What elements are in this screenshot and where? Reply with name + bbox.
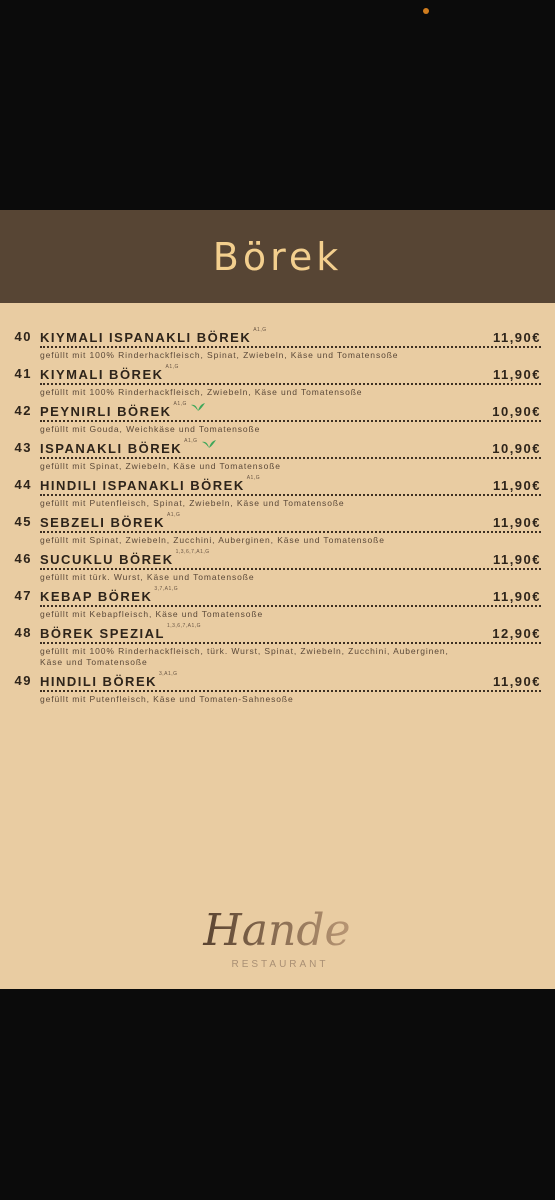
item-price: 11,90€: [492, 330, 541, 345]
item-description: gefüllt mit Putenfleisch, Spinat, Zwiebeln, Käse und Tomatensoße: [40, 498, 345, 508]
item-price: 11,90€: [492, 674, 541, 689]
item-description: gefüllt mit Gouda, Weichkäse und Tomatensoße: [40, 424, 261, 434]
menu-item-row: [14, 586, 541, 607]
menu-item-row: [14, 327, 541, 348]
item-number: 48: [14, 625, 32, 640]
section-title: Börek: [212, 234, 343, 279]
menu-item: [0, 328, 555, 361]
menu-item-row: [14, 623, 541, 644]
menu-item: [0, 476, 555, 509]
item-name: KEBAP BÖREK: [40, 589, 153, 604]
menu-item: [0, 624, 555, 668]
menu-item-row: [14, 364, 541, 385]
item-allergens: A1,G: [166, 512, 181, 518]
item-allergens: A1,G: [253, 327, 267, 333]
item-allergens: 3,7,A1,G: [154, 586, 179, 592]
menu-item: [0, 587, 555, 620]
menu-item-list: [0, 328, 555, 709]
item-price: 11,90€: [492, 552, 541, 567]
item-allergens: A1,G: [173, 401, 187, 407]
item-allergens: A1,G: [246, 475, 261, 481]
item-number: 42: [14, 403, 32, 418]
menu-item: [0, 365, 555, 398]
item-name: KIYMALI ISPANAKLI BÖREK: [40, 330, 252, 345]
item-allergens: A1,G: [165, 364, 179, 370]
item-number: 44: [14, 477, 32, 492]
item-number: 43: [14, 440, 32, 455]
item-description: gefüllt mit 100% Rinderhackfleisch, Zwiebeln, Käse und Tomatensoße: [40, 387, 363, 397]
item-allergens: A1,G: [184, 438, 198, 444]
item-name: PEYNIRLI BÖREK: [40, 404, 172, 419]
item-description: gefüllt mit 100% Rinderhackfleisch, Spinat, Zwiebeln, Käse und Tomatensoße: [40, 350, 399, 360]
item-price: 11,90€: [492, 589, 541, 604]
item-number: 49: [14, 673, 32, 688]
vegetarian-leaf-icon: [202, 439, 216, 449]
menu-item-row: [14, 438, 541, 459]
item-number: 45: [14, 514, 32, 529]
menu-item-row: [14, 475, 541, 496]
item-description: gefüllt mit Spinat, Zwiebeln, Käse und Tomatensoße: [40, 461, 281, 471]
menu-item-row: [14, 512, 541, 533]
item-allergens: 1,3,6,7,A1,G: [166, 623, 202, 629]
menu-item: [0, 513, 555, 546]
item-description: gefüllt mit türk. Wurst, Käse und Tomatensoße: [40, 572, 255, 582]
menu-item-row: [14, 549, 541, 570]
item-description: gefüllt mit 100% Rinderhackfleisch, türk. Wurst, Spinat, Zwiebeln, Zucchini, Auberginen, Käse und Tomatensoße: [40, 646, 449, 667]
item-name: BÖREK SPEZIAL: [40, 626, 165, 641]
item-allergens: 3,A1,G: [159, 671, 178, 677]
vegetarian-leaf-icon: [191, 402, 205, 412]
menu-item: [0, 439, 555, 472]
menu-item: [0, 550, 555, 583]
camera-indicator: [423, 8, 429, 14]
item-name: HINDILI BÖREK: [40, 674, 157, 689]
item-description: gefüllt mit Putenfleisch, Käse und Tomaten-Sahnesoße: [40, 694, 294, 704]
item-description: gefüllt mit Spinat, Zwiebeln, Zucchini, Auberginen, Käse und Tomatensoße: [40, 535, 385, 545]
section-header: [0, 210, 555, 303]
item-number: 41: [14, 366, 32, 381]
item-price: 11,90€: [492, 367, 541, 382]
item-name: KIYMALI BÖREK: [40, 367, 164, 382]
menu-item: [0, 672, 555, 705]
item-price: 10,90€: [492, 404, 541, 419]
item-price: 12,90€: [492, 626, 541, 641]
menu-item: [0, 402, 555, 435]
item-name: ISPANAKLI BÖREK: [40, 441, 183, 456]
item-number: 46: [14, 551, 32, 566]
item-allergens: 1,3,6,7,A1,G: [175, 549, 210, 555]
menu-item-row: [14, 401, 541, 422]
menu-page: [0, 210, 555, 989]
restaurant-logo: [0, 900, 555, 980]
item-description: gefüllt mit Kebapfleisch, Käse und Tomatensoße: [40, 609, 264, 619]
item-price: 10,90€: [492, 441, 541, 456]
item-price: 11,90€: [492, 478, 541, 493]
logo-subtitle: RESTAURANT: [231, 959, 329, 970]
menu-item-row: [14, 671, 541, 692]
item-number: 40: [14, 329, 32, 344]
item-name: SEBZELI BÖREK: [40, 515, 165, 530]
item-price: 11,90€: [492, 515, 541, 530]
item-name: HINDILI ISPANAKLI BÖREK: [40, 478, 245, 493]
item-name: SUCUKLU BÖREK: [40, 552, 174, 567]
logo-script: Hande: [203, 905, 351, 956]
item-number: 47: [14, 588, 32, 603]
